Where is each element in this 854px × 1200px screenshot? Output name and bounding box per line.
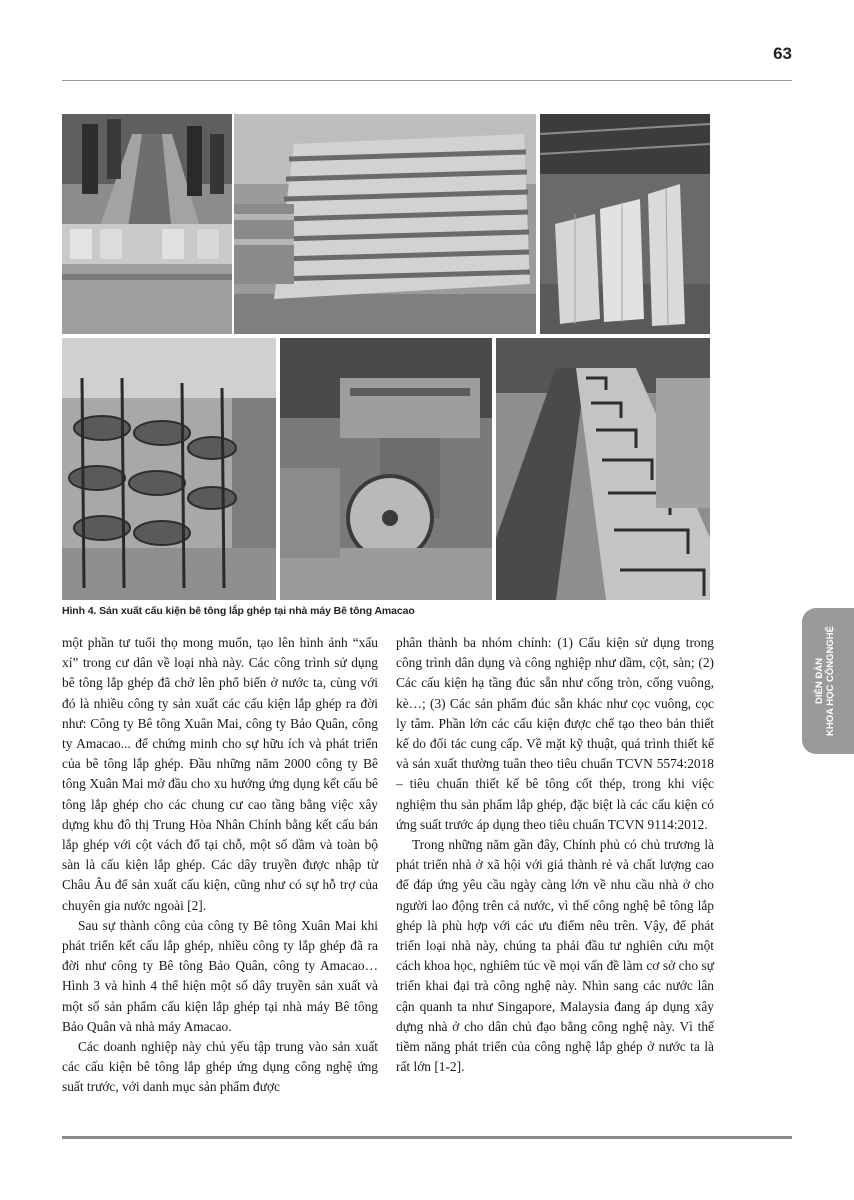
photo-stacked-slabs: [234, 114, 536, 334]
body-paragraph: phân thành ba nhóm chính: (1) Cấu kiện sử dụng trong công trình dân dụng và công nghiệp như dầm, cột, sàn; (2) Các cấu kiện hạ tầng đúc sẵn như cống tròn, cống vuông, kè…; (3) Các sản phẩm đúc sẵn khác như cọc vuông, cọc ly tâm. Phần lớn các cấu kiện được chế tạo theo bản thiết kế do đối tác cung cấp. Về mặt kỹ thuật, quá trình thiết kế và sản xuất thường tuân theo tiêu chuẩn TCVN 5574:2018 – tiêu chuẩn thiết kế bê tông cốt thép, trong khi việc nghiệm thu sản phẩm lắp ghép, đặc biệt là các cấu kiện có ứng suất trước áp dụng theo tiêu chuẩn TCVN 9114:2012.: [396, 635, 714, 832]
body-paragraph: Trong những năm gần đây, Chính phủ có chủ trương là phát triển nhà ở xã hội với giá thành rẻ và chất lượng cao để đáp ứng yêu cầu ngày càng lớn về nhu cầu nhà ở cho người lao động trên cả nước, vì thế công nghệ bê tông lắp ghép là phù hợp với các ưu điểm nêu trên. Vậy, để phát triển loại nhà này, chúng ta phải đầu tư nghiên cứu một cách khoa học, nghiêm túc về mọi vấn đề làm cơ sở cho sự triển khai đại trà công nghệ này. Nhìn sang các nước lân cận quanh ta như Singapore, Malaysia đang áp dụng xây dựng nhà ở cho dân chủ đạo bằng công nghệ này. Vì thế tiềm năng phát triển của công nghệ lắp ghép ở nước ta là rất lớn [1-2].: [396, 837, 714, 1075]
photo-beam-stirrups: [496, 338, 710, 600]
side-tab-line1: DIỄN ĐÀN: [814, 658, 825, 704]
photo-wall-panels: [540, 114, 710, 334]
footer-rule: [62, 1136, 792, 1139]
body-paragraph: Các doanh nghiệp này chủ yếu tập trung vào sản xuất các cấu kiện bê tông lắp ghép ứng dụng công nghệ ứng suất trước, với danh mục sản phẩm được: [62, 1039, 378, 1095]
photo-production-line-workers: [62, 114, 232, 334]
section-side-tab: [802, 608, 854, 754]
body-column-right: [396, 633, 714, 1077]
side-tab-label: [814, 626, 836, 736]
photo-rebar-sleeves: [62, 338, 276, 600]
header-rule: [62, 80, 792, 81]
page-number: 63: [773, 44, 792, 63]
side-tab-line2: KHOA HỌC CÔNGNGHỆ: [825, 626, 836, 736]
body-paragraph: một phần tư tuổi thọ mong muốn, tạo lên hình ảnh “xấu xí” trong cư dân về loại nhà này. Các công trình sử dụng bê tông lắp ghép đã chở lên phổ biến ở nước ta, cùng với đó là nhiều công ty sản xuất các cấu kiện lắp ghép ra đời như: Công ty Bê tông Xuân Mai, công ty Bảo Quân, công ty Amacao... để chứng minh cho sự hữu ích và phát triển của bê tông lắp ghép. Đầu những năm 2000 công ty Bê tông Xuân Mai mở đầu cho xu hướng ứng dụng kết cấu bê tông lắp ghép cho các chung cư cao tầng bằng việc xây dựng khu đô thị Trung Hòa Nhân Chính bằng kết cấu bán lắp ghép với cột vách đổ tại chỗ, một số dầm và toàn bộ sàn là cấu kiện lắp ghép. Các dây truyền được nhập từ Châu Âu để sản xuất cấu kiện, cũng như có sự hỗ trợ của chuyên gia nước ngoài [2].: [62, 635, 378, 913]
figure-caption: Hình 4. Sản xuất cấu kiện bê tông lắp ghép tại nhà máy Bê tông Amacao: [62, 605, 415, 617]
body-paragraph: Sau sự thành công của công ty Bê tông Xuân Mai khi phát triển kết cấu lắp ghép, nhiều công ty lắp ghép đã ra đời như công ty Bê tông Bảo Quân, công ty Amacao… Hình 3 và hình 4 thể hiện một số dây truyền sản xuất và một số sản phẩm cấu kiện lắp ghép tại nhà máy Bê tông Bảo Quân và nhà máy Amacao.: [62, 917, 378, 1034]
photo-cutting-saw: [280, 338, 492, 600]
body-column-left: [62, 633, 378, 1098]
